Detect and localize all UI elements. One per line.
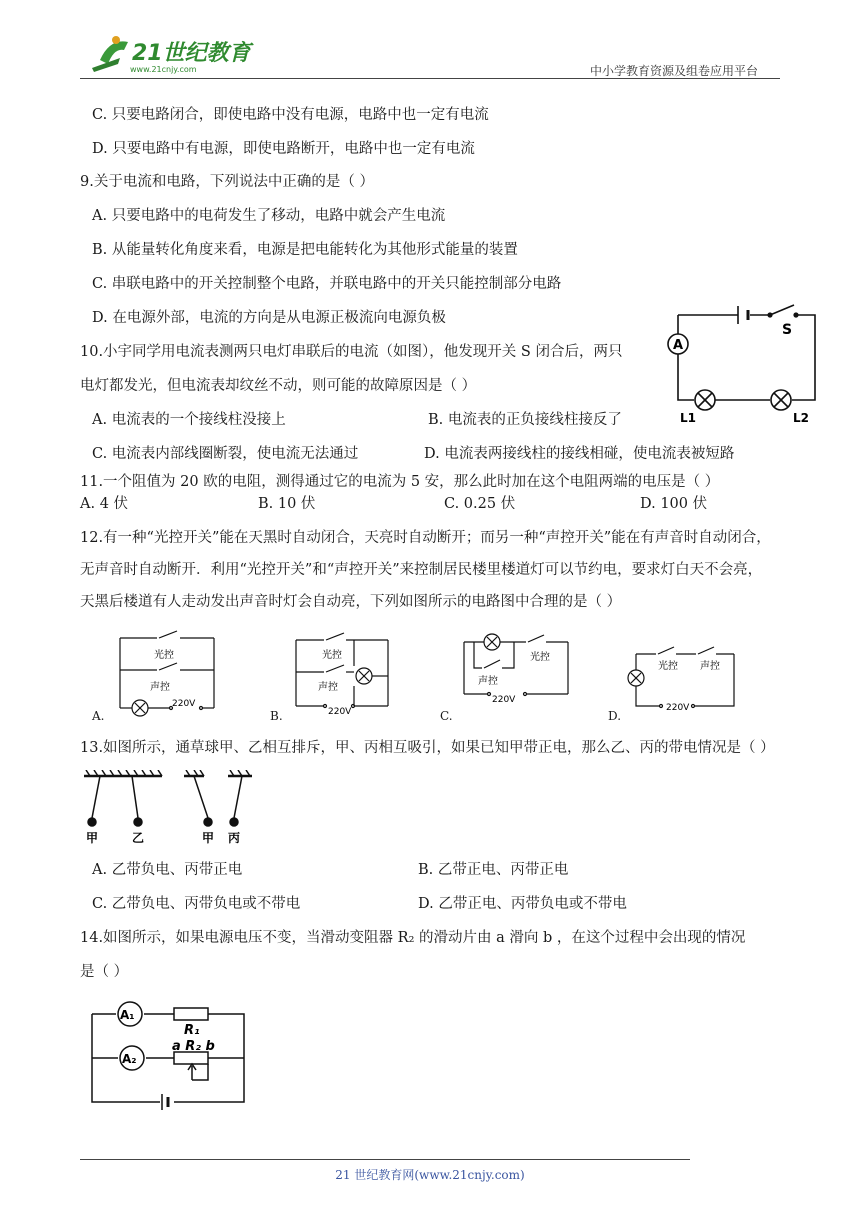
q12-stem-line3: 天黑后楼道有人走动发出声音时灯会自动亮，下列如图所示的电路图中合理的是（ ） [80, 594, 622, 610]
q12-label-c: C. [440, 709, 453, 723]
q10-option-d: D. 电流表两接线柱的接线相碰，使电流表被短路 [424, 446, 735, 462]
r2-label: a R₂ b [172, 1039, 215, 1054]
q13-option-b: B. 乙带正电、丙带正电 [418, 862, 569, 878]
lamp1-label: L1 [680, 411, 696, 425]
q11-stem: 11.一个阻值为 20 欧的电阻，测得通过它的电流为 5 安，那么此时加在这个电阻两端的电压是（ ） [80, 474, 720, 490]
q13-option-a: A. 乙带负电、丙带正电 [92, 862, 243, 878]
svg-text:光控: 光控 [322, 650, 342, 661]
svg-text:声控: 声控 [318, 682, 338, 693]
header-divider [80, 78, 780, 79]
q12-stem-line1: 12.有一种“光控开关”能在天黑时自动闭合，天亮时自动断开；而另一种“声控开关”能在有声音时自动闭合， [80, 530, 771, 546]
lamp2-label: L2 [793, 411, 809, 425]
svg-text:光控: 光控 [154, 650, 174, 661]
q10-option-c: C. 电流表内部线圈断裂，使电流无法通过 [92, 446, 359, 462]
svg-text:220V: 220V [666, 703, 690, 713]
q9-option-a: A. 只要电路中的电荷发生了移动，电路中就会产生电流 [92, 208, 446, 224]
q10-stem-line2: 电灯都发光，但电流表却纹丝不动，则可能的故障原因是（ ） [80, 378, 477, 394]
q9-stem: 9.关于电流和电路，下列说法中正确的是（ ） [80, 174, 374, 190]
q10-circuit-diagram [660, 300, 830, 434]
q12-circuit-a [92, 628, 222, 728]
q12-label-a: A. [92, 709, 105, 723]
q9-option-d: D. 在电源外部，电流的方向是从电源正极流向电源负极 [92, 310, 446, 326]
q9-option-c: C. 串联电路中的开关控制整个电路，并联电路中的开关只能控制部分电路 [92, 276, 562, 292]
svg-text:声控: 声控 [150, 682, 170, 693]
svg-text:220V: 220V [328, 707, 352, 716]
q12-stem-line2: 无声音时自动断开．利用“光控开关”和“声控开关”来控制居民楼里楼道灯可以节约电，要求灯白天不会亮， [80, 562, 763, 578]
q11-option-d: D. 100 伏 [640, 496, 708, 512]
ammeter-a1-label: A₁ [120, 1008, 135, 1022]
svg-text:声控: 声控 [700, 661, 720, 672]
q11-option-c: C. 0.25 伏 [444, 496, 516, 512]
q12-label-d: D. [608, 709, 622, 723]
q14-stem-line1: 14.如图所示，如果电源电压不变，当滑动变阻器 R₂ 的滑动片由 a 滑向 b ，在这个过程中会出现的情况 [80, 930, 746, 946]
footer-text: 21 世纪教育网(www.21cnjy.com) [335, 1168, 525, 1182]
q12-circuit-d [626, 642, 746, 722]
svg-text:光控: 光控 [530, 652, 550, 663]
svg-text:220V: 220V [172, 699, 196, 709]
ammeter-a2-label: A₂ [122, 1052, 137, 1066]
q13-stem: 13.如图所示，通草球甲、乙相互排斥，甲、丙相互吸引，如果已知甲带正电，那么乙、丙的带电情况是（ ） [80, 740, 775, 756]
svg-text:光控: 光控 [658, 661, 678, 672]
svg-text:声控: 声控 [478, 676, 498, 687]
logo-text: 21世纪教育 [132, 41, 251, 66]
q11-option-a: A. 4 伏 [80, 496, 129, 512]
platform-name: 中小学教育资源及组卷应用平台 [590, 64, 759, 78]
q12-label-b: B. [270, 709, 283, 723]
q9-option-b: B. 从能量转化角度来看，电源是把电能转化为其他形式能量的装置 [92, 242, 518, 258]
footer-divider [80, 1159, 690, 1160]
q13-option-c: C. 乙带负电、丙带负电或不带电 [92, 896, 301, 912]
q13-pith-ball-diagram [82, 770, 262, 854]
q8-option-d: D. 只要电路中有电源，即使电路断开，电路中也一定有电流 [92, 141, 475, 157]
ammeter-label: A [673, 338, 684, 353]
svg-text:220V: 220V [492, 695, 516, 705]
site-logo [80, 30, 260, 80]
q13-option-d: D. 乙带正电、丙带负电或不带电 [418, 896, 627, 912]
q11-option-b: B. 10 伏 [258, 496, 316, 512]
q10-option-b: B. 电流表的正负接线柱接反了 [428, 412, 622, 428]
svg-text:乙: 乙 [132, 831, 145, 845]
svg-text:甲: 甲 [86, 831, 99, 845]
logo-subtext: www.21cnjy.com [130, 65, 197, 74]
q10-stem-line1: 10.小宇同学用电流表测两只电灯串联后的电流（如图），他发现开关 S 闭合后，两只 [80, 344, 623, 360]
svg-text:甲: 甲 [202, 831, 215, 845]
q14-circuit-diagram [84, 998, 254, 1120]
q12-circuit-b [288, 630, 398, 720]
r1-label: R₁ [184, 1023, 200, 1038]
q12-circuit-c [458, 630, 578, 710]
switch-label: S [782, 322, 793, 338]
svg-text:丙: 丙 [228, 831, 241, 845]
q8-option-c: C. 只要电路闭合，即使电路中没有电源，电路中也一定有电流 [92, 107, 489, 123]
q10-option-a: A. 电流表的一个接线柱没接上 [92, 412, 286, 428]
q14-stem-line2: 是（ ） [80, 964, 129, 980]
